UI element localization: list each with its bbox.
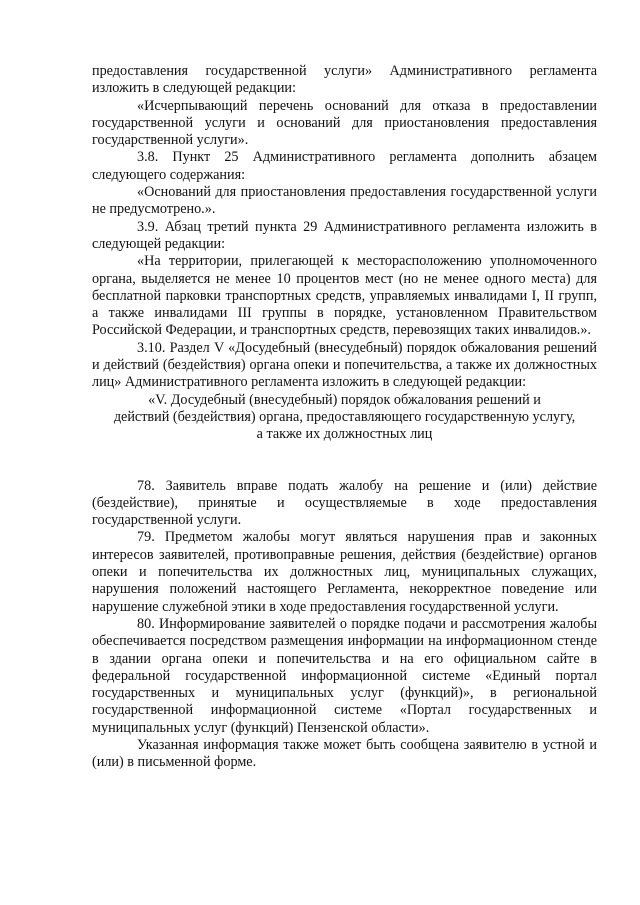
paragraph-quote-parking: «На территории, прилегающей к месторасположению уполномоченного органа, выделяется не менее 10 процентов мест (но не менее одного места) для бесплатной парковки транспортных средств, управляемых инвалидами I, II групп, а также инвалидами III группы в порядке, установленном Правительством Российской Федерации, и транспортных средств, перевозящих таких инвалидов.». <box>92 253 597 339</box>
section-heading-line-1: «V. Досудебный (внесудебный) порядок обжалования решений и <box>148 391 541 408</box>
paragraph-continuation: предоставления государственной услуги» Административного регламента изложить в следующей редакции: <box>92 63 597 97</box>
paragraph-info-notice: Указанная информация также может быть сообщена заявителю в устной и (или) в письменной форме. <box>92 736 597 771</box>
section-heading-line-2: действий (бездействия) органа, предоставляющего государственную услугу, <box>113 408 576 425</box>
document-body <box>92 63 597 772</box>
clause-80: 80. Информирование заявителей о порядке подачи и рассмотрения жалобы обеспечивается посредством размещения информации на информационном стенде в здании органа опеки и попечительства и на его официальном сайте в федеральной государственной информационной системе «Единый портал государственных и муниципальных услуг (функций)», в региональной государственной информационной системе «Портал государственных и муниципальных услуг (функций) Пензенской области». <box>92 615 597 736</box>
paragraph-3-9: 3.9. Абзац третий пункта 29 Административного регламента изложить в следующей редакции: <box>92 218 597 252</box>
section-heading <box>92 392 597 444</box>
section-heading-line-3: а также их должностных лиц <box>256 426 433 443</box>
clause-79: 79. Предметом жалобы могут являться нарушения прав и законных интересов заявителей, противоправные решения, действия (бездействие) органов опеки и попечительства их должностных лиц, муниципальных служащих, нарушения положений настоящего Регламента, некорректное поведение или нарушение служебной этики в ходе предоставления государственной услуги. <box>92 529 597 615</box>
paragraph-3-10: 3.10. Раздел V «Досудебный (внесудебный) порядок обжалования решений и действий (бездействия) органа опеки и попечительства, а также их должностных лиц» Административного регламента изложить в следующей редакции: <box>92 339 597 391</box>
section-spacer <box>92 444 597 478</box>
paragraph-quote-refusal-grounds: «Исчерпывающий перечень оснований для отказа в предоставлении государственной услуги и оснований для приостановления предоставления государственной услуги». <box>92 97 597 149</box>
clause-78: 78. Заявитель вправе подать жалобу на решение и (или) действие (бездействие), принятые и осуществляемые в ходе предоставления государственной услуги. <box>92 477 597 529</box>
paragraph-quote-no-suspension: «Оснований для приостановления предоставления государственной услуги не предусмотрено.». <box>92 184 597 218</box>
paragraph-3-8: 3.8. Пункт 25 Административного регламента дополнить абзацем следующего содержания: <box>92 149 597 183</box>
